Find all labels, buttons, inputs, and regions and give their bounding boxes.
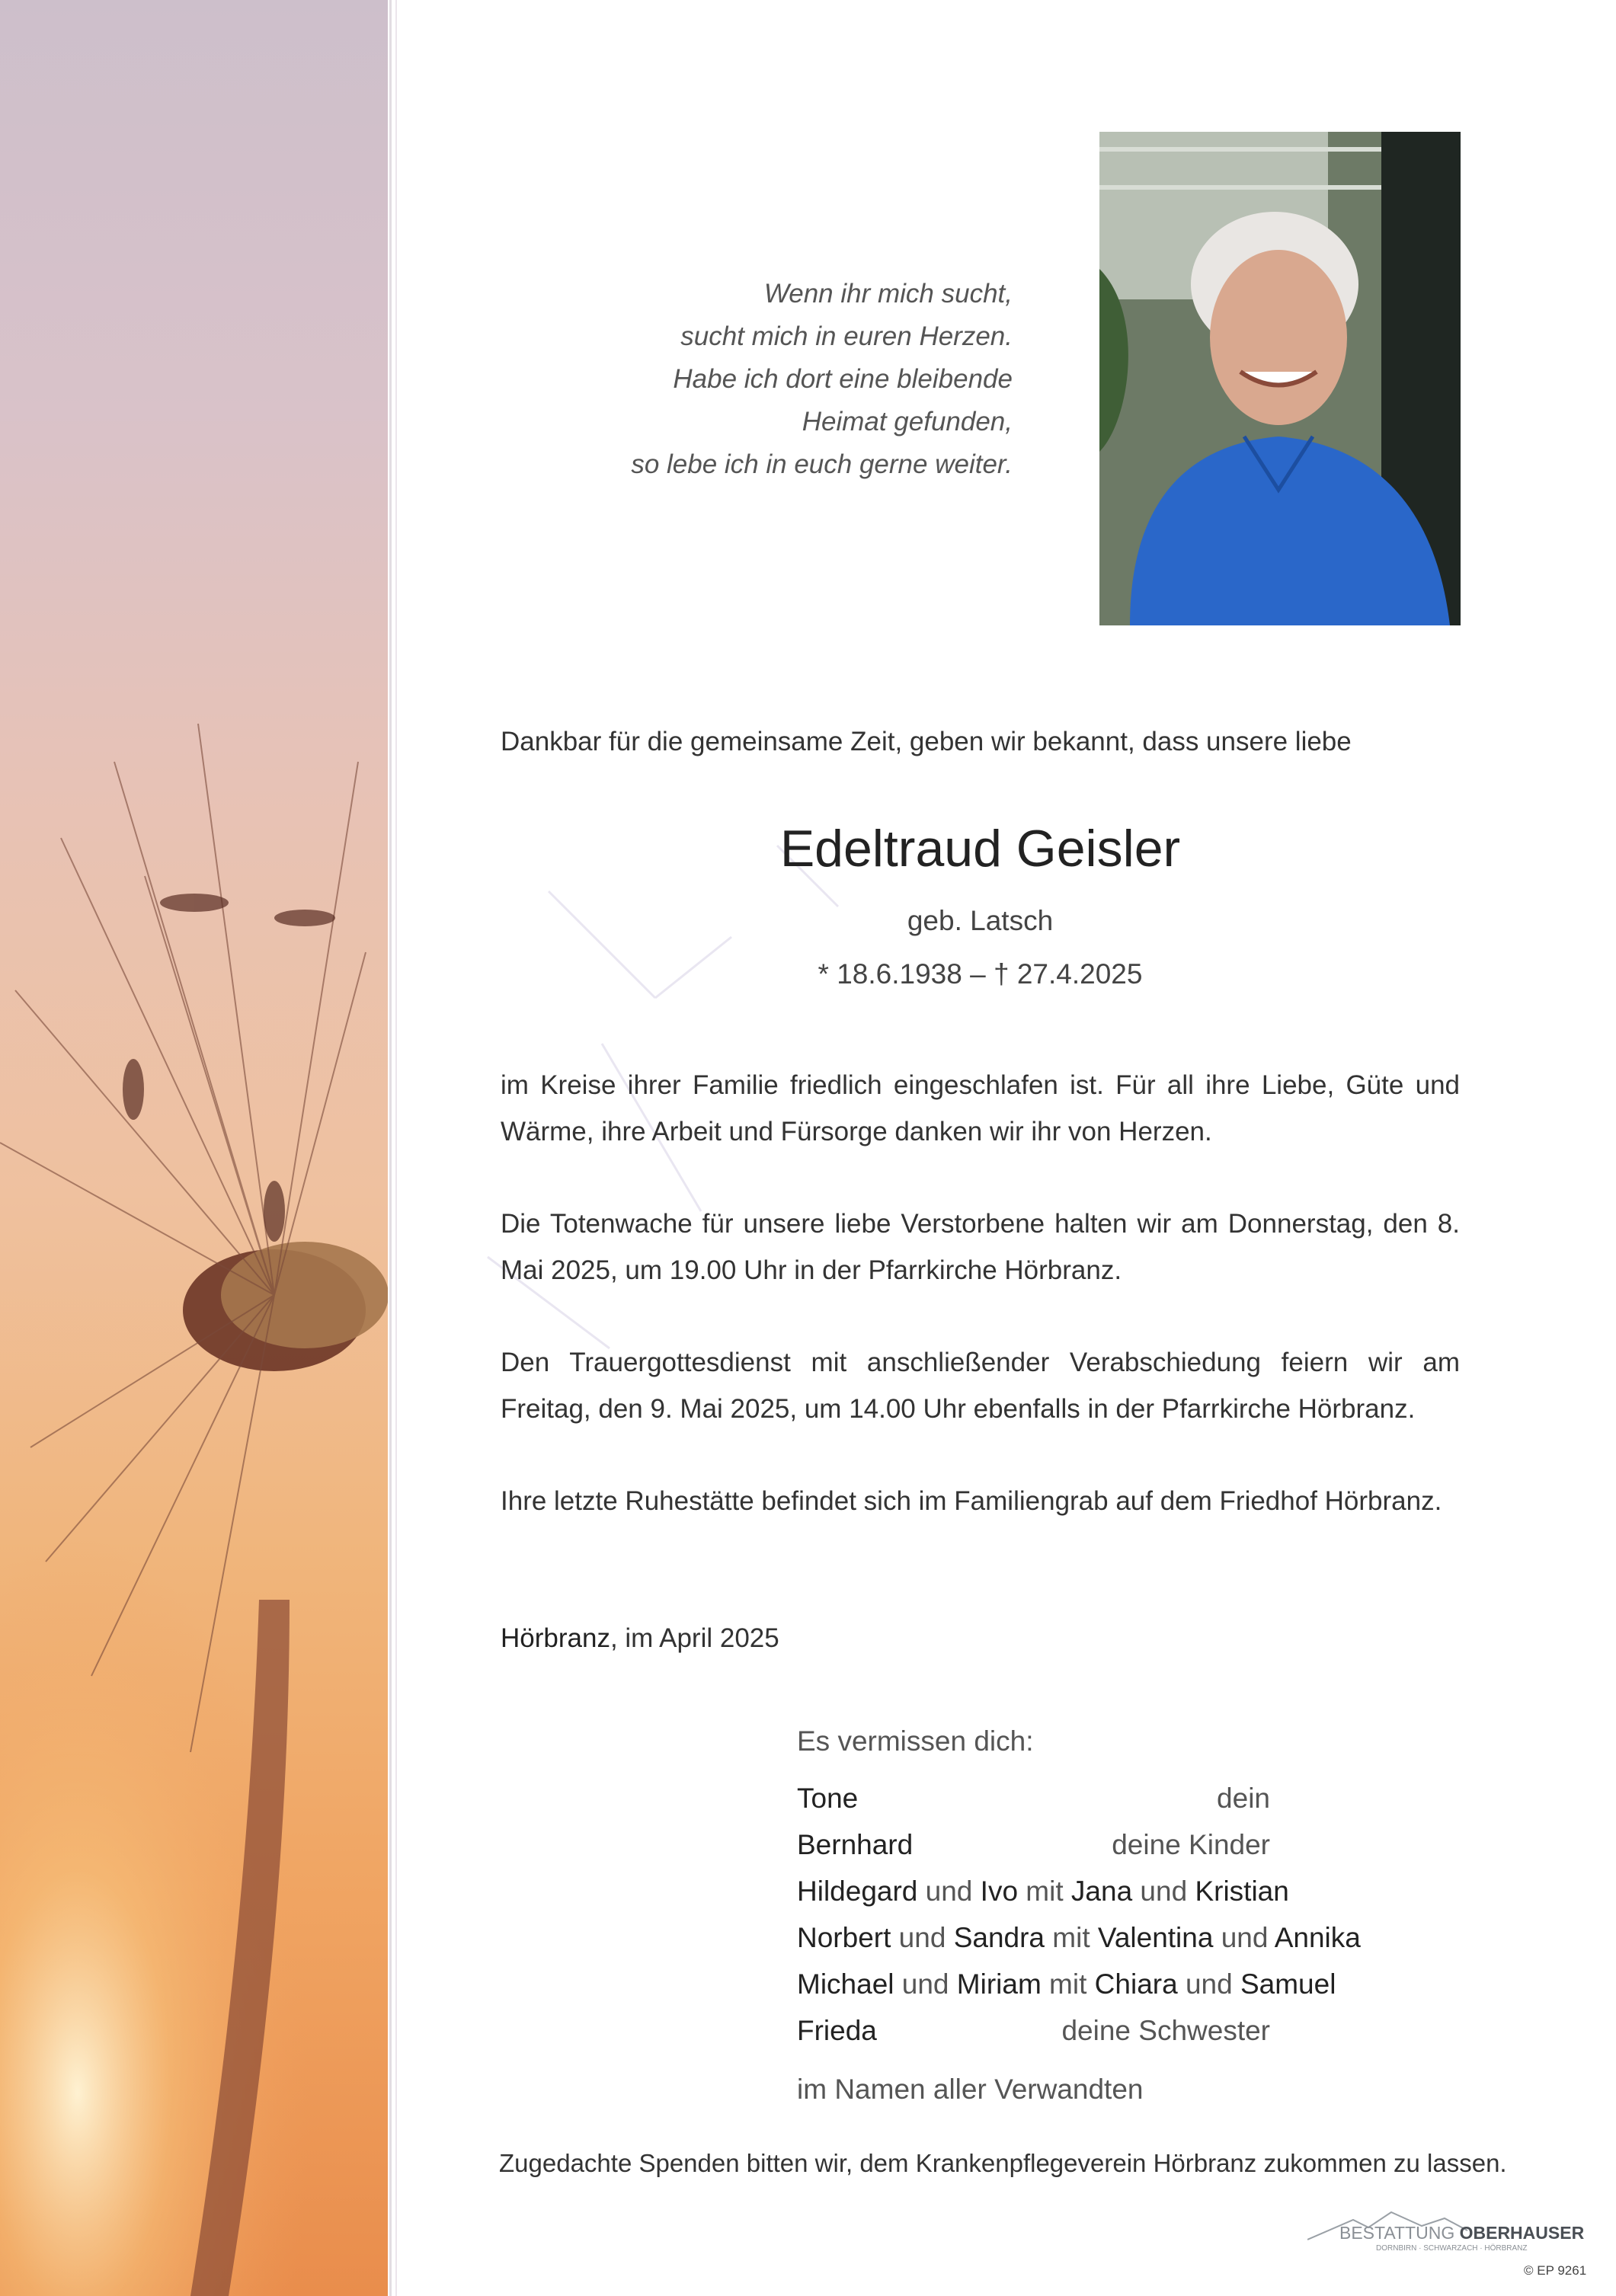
survivors-heading: Es vermissen dich: bbox=[797, 1725, 1034, 1757]
connector: und bbox=[1213, 1922, 1275, 1953]
survivor-row bbox=[501, 1961, 1567, 2007]
place-name: Hörbranz bbox=[501, 1623, 610, 1653]
survivor-name: Frieda bbox=[797, 2015, 877, 2046]
survivor-name: Michael bbox=[797, 1968, 894, 2000]
connector: mit bbox=[1041, 1968, 1095, 2000]
survivor-name: Chiara bbox=[1094, 1968, 1178, 2000]
logo-brand-bold: OBERHAUSER bbox=[1459, 2223, 1585, 2243]
survivor-row bbox=[501, 2007, 1567, 2054]
connector: mit bbox=[1045, 1922, 1098, 1953]
survivor-name: Sandra bbox=[953, 1922, 1045, 1953]
connector: mit bbox=[1018, 1875, 1071, 1907]
relation-label: dein bbox=[1217, 1783, 1270, 1814]
closing-line: im Namen aller Verwandten bbox=[797, 2074, 1144, 2105]
funeral-home-logo bbox=[1307, 2203, 1585, 2256]
date-text: , im April 2025 bbox=[610, 1623, 779, 1653]
logo-brand-light: BESTATTUNG bbox=[1339, 2223, 1455, 2243]
life-dates: * 18.6.1938 – † 27.4.2025 bbox=[818, 958, 1143, 990]
quote-line: so lebe ich in euch gerne weiter. bbox=[631, 449, 1013, 479]
survivor-name: Hildegard bbox=[797, 1875, 918, 1907]
quote-line: sucht mich in euren Herzen. bbox=[680, 321, 1013, 351]
survivor-name: Bernhard bbox=[797, 1829, 914, 1860]
survivor-name: Miriam bbox=[956, 1968, 1042, 2000]
paragraph: im Kreise ihrer Familie friedlich eingeschlafen ist. Für all ihre Liebe, Güte und Wärme, ihre Arbeit und Fürsorge danken wir ihr von Herzen. bbox=[501, 1070, 1460, 1146]
connector: und bbox=[894, 1968, 957, 2000]
survivors-list bbox=[501, 1718, 1567, 2112]
survivor-name: Ivo bbox=[980, 1875, 1019, 1907]
place-date bbox=[501, 1615, 1460, 1661]
quote-line: Habe ich dort eine bleibende bbox=[673, 364, 1013, 394]
divider-line bbox=[389, 0, 392, 2296]
connector: und bbox=[1177, 1968, 1240, 2000]
survivor-row bbox=[501, 1914, 1567, 1961]
survivor-name: Tone bbox=[797, 1783, 859, 1814]
survivor-name: Annika bbox=[1274, 1922, 1361, 1953]
deceased-name: Edeltraud Geisler bbox=[779, 820, 1181, 878]
paragraph: Den Trauergottesdienst mit anschließender Verabschiedung feiern wir am Freitag, den 9. Mai 2025, um 14.00 Uhr ebenfalls in der Pfarrkirche Hörbranz. bbox=[501, 1348, 1460, 1424]
survivor-row bbox=[501, 1821, 1567, 1868]
connector: und bbox=[917, 1875, 981, 1907]
quote-line: Heimat gefunden, bbox=[802, 407, 1013, 436]
survivor-name: Valentina bbox=[1097, 1922, 1214, 1953]
survivor-name: Jana bbox=[1070, 1875, 1133, 1907]
survivor-row bbox=[501, 1868, 1567, 1914]
paragraph: Ihre letzte Ruhestätte befindet sich im Familiengrab auf dem Friedhof Hörbranz. bbox=[501, 1486, 1442, 1516]
quote-line: Wenn ihr mich sucht, bbox=[763, 279, 1013, 309]
relation-label: deine Schwester bbox=[1061, 2015, 1270, 2046]
paragraph: Die Totenwache für unsere liebe Verstorbene halten wir am Donnerstag, den 8. Mai 2025, um 19.00 Uhr in der Pfarrkirche Hörbranz. bbox=[501, 1209, 1460, 1285]
side-image-panel bbox=[0, 0, 388, 2296]
logo-locations: DORNBIRN · SCHWARZACH · HÖRBRANZ bbox=[1376, 2244, 1528, 2253]
survivor-name: Norbert bbox=[797, 1922, 891, 1953]
connector: und bbox=[891, 1922, 954, 1953]
portrait-photo bbox=[1099, 132, 1461, 625]
relation-label: deine Kinder bbox=[1112, 1829, 1270, 1860]
quote-block bbox=[631, 273, 1013, 486]
donation-note: Zugedachte Spenden bitten wir, dem Krankenpflegeverein Hörbranz zukommen zu lassen. bbox=[499, 2149, 1507, 2177]
ep-code: © EP 9261 bbox=[1524, 2263, 1587, 2278]
survivor-name: Kristian bbox=[1195, 1875, 1289, 1907]
survivor-row bbox=[501, 1775, 1567, 1821]
survivor-name: Samuel bbox=[1240, 1968, 1336, 2000]
connector: und bbox=[1132, 1875, 1195, 1907]
intro-text: Dankbar für die gemeinsame Zeit, geben wir bekannt, dass unsere liebe bbox=[501, 727, 1352, 756]
divider-line bbox=[395, 0, 397, 2296]
dandelion-illustration bbox=[0, 0, 388, 2296]
maiden-name: geb. Latsch bbox=[907, 905, 1054, 936]
